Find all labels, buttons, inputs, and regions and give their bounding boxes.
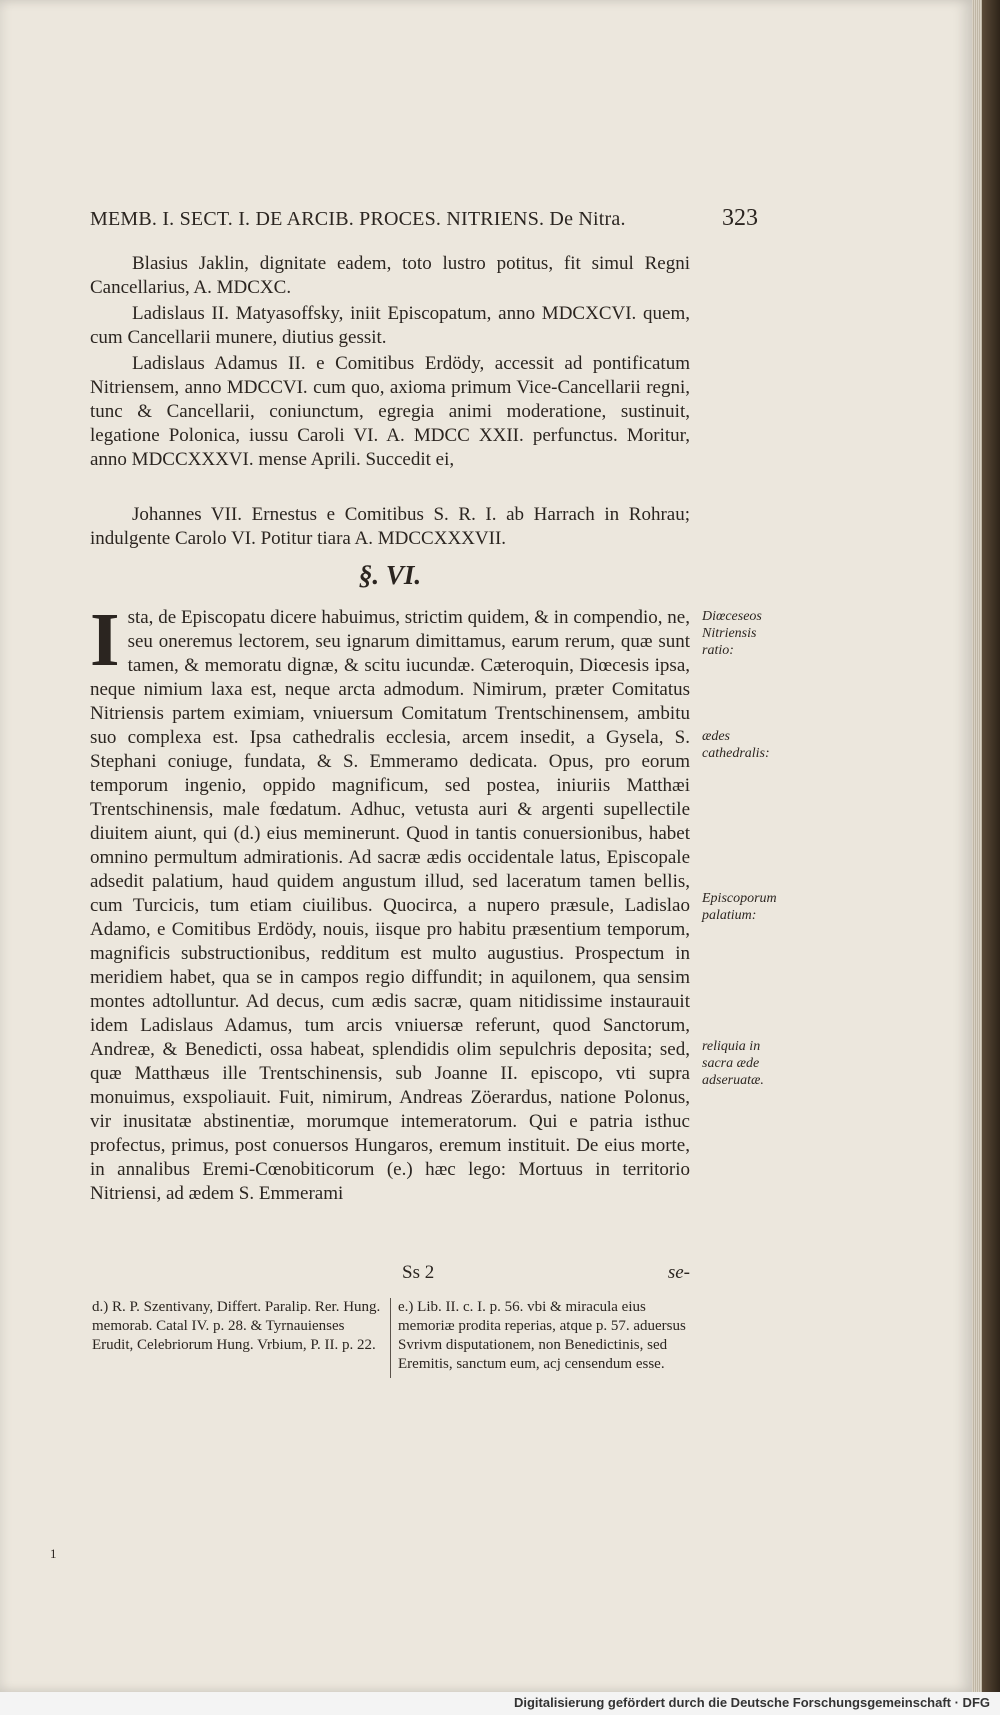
section-body-text: sta, de Episcopatu dicere habuimus, strictim quidem, & in compendio, ne, seu oneremus lectorem, seu ignarum dimittamus, earum rerum, quæ sunt tamen, & memoratu dignæ, & scitu iucundæ. Cæteroquin, Diœcesis ipsa, neque nimium laxa est, neque arcta admodum. Nimirum, præter Comitatus Nitriensis partem eximiam, vniuersum Comitatum Trentschinensem, ambitu suo complexa est. Ipsa cathedralis ecclesia, arcem insedit, a Gysela, S. Stephani coniuge, fundata, & S. Emmeramo dedicata. Opus, pro eorum temporum ingenio, oppido magnificum, sed postea, iniuriis Matthæi Trentschinensis, male fœdatum. Adhuc, vetusta auri & argenti supellectile diuitem aiunt, qui (d.) eius meminerunt. Quod in tantis conuersionibus, habet omnino permultum admirationis. Ad sacræ ædis occidentale latus, Episcopale adsedit palatium, haud quidem angustum illud, sed laceratum tamen bellis, cum Turcicis, tum etiam ciuilibus. Quocirca, a nupero præsule, Ladislao Adamo, e Comitibus Erdödy, nouis, iisque pro habitu præsentium temporum, magnificis substructionibus, redditum est multo augustius. Prospectum in meridiem habet, qua se in campos regio diffundit; in aquilonem, qua sensim montes adtolluntur. Ad decus, cum ædis sacræ, quam nitidissime instaurauit idem Ladislaus Adamus, tum arcis vniuersæ referunt, quod Sanctorum, Andreæ, & Benedicti, ossa habeat, splendidis olim sepulchris deposita; sed, quæ Matthæus ille Trentschinensis, sub Joanne II. episcopo, vti supra monuimus, exspoliauit. Fuit, nimirum, Andreas Zöerardus, natione Polonus, vir inusitatæ abstinentiæ, morumque intemeratorum. Qui e patria isthuc profectus, primus, post conuersos Hungaros, eremum instituit. De eius morte, in annalibus Eremi-Cœnobiticorum (e.) hæc lego: Mortuus in territorio Nitriensi, ad ædem S. Emmerami bbox=[90, 607, 690, 1204]
drop-cap: I bbox=[90, 598, 120, 682]
paragraph-blasius: Blasius Jaklin, dignitate eadem, toto lustro potitus, fit simul Regni Cancellarius, A. MDCXC. bbox=[90, 253, 690, 298]
section-title: §. VI. bbox=[358, 560, 422, 590]
book-spine bbox=[982, 0, 1000, 1715]
marginal-note-palatium: Episcoporum palatium: bbox=[702, 891, 777, 923]
paragraph-ladislaus-adamus: Ladislaus Adamus II. e Comitibus Erdödy, accessit ad pontificatum Nitriensem, anno MDCCVI. cum quo, axioma primum Vice-Cancellarii regni, tunc & Cancellarii, coniunctum, egregia animi moderatione, sustinuit, legatione Polonica, iussu Caroli VI. A. MDCC XXII. perfunctus. Moritur, anno MDCCXXXVI. mense Aprili. Succedit ei, bbox=[90, 353, 690, 470]
footnote-e: e.) Lib. II. c. I. p. 56. vbi & miracula eius memoriæ prodita reperias, atque p. 57. aduersus Svrivm disputationem, non Benedictinis, sed Eremitis, sanctum eum, acj censendum esse. bbox=[398, 1299, 686, 1372]
margin-mark: 1 bbox=[50, 1546, 57, 1561]
footnote-d: d.) R. P. Szentivany, Differt. Paralip. Rer. Hung. memorab. Catal IV. p. 28. & Tyrnauienses Erudit, Celebriorum Hung. Vrbium, P. II. p. 22. bbox=[92, 1299, 381, 1353]
section-body bbox=[90, 598, 690, 1206]
marginal-note-dioecesis: Diœceseos Nitriensis ratio: bbox=[702, 609, 762, 658]
marginal-note-aedes: ædes cathedralis: bbox=[702, 729, 770, 761]
page-edges bbox=[972, 0, 982, 1692]
paragraph-johannes-vii: Johannes VII. Ernestus e Comitibus S. R. I. ab Harrach in Rohrau; indulgente Carolo VI. Potitur tiara A. MDCCXXXVII. bbox=[90, 504, 690, 549]
running-title: MEMB. I. SECT. I. DE ARCIB. PROCES. NITRIENS. De Nitra. bbox=[90, 208, 626, 230]
footnote-divider bbox=[390, 1298, 391, 1378]
digitization-credit: Digitalisierung gefördert durch die Deutsche Forschungsgemeinschaft · DFG bbox=[513, 1695, 990, 1710]
paragraph-ladislaus-ii: Ladislaus II. Matyasoffsky, iniit Episcopatum, anno MDCXCVI. quem, cum Cancellarii munere, diutius gessit. bbox=[90, 303, 690, 348]
marginal-note-reliquia: reliquia in sacra æde adseruatæ. bbox=[702, 1039, 764, 1088]
page-number: 323 bbox=[722, 205, 758, 231]
catchword: se- bbox=[667, 1262, 690, 1283]
signature-mark: Ss 2 bbox=[402, 1262, 435, 1283]
